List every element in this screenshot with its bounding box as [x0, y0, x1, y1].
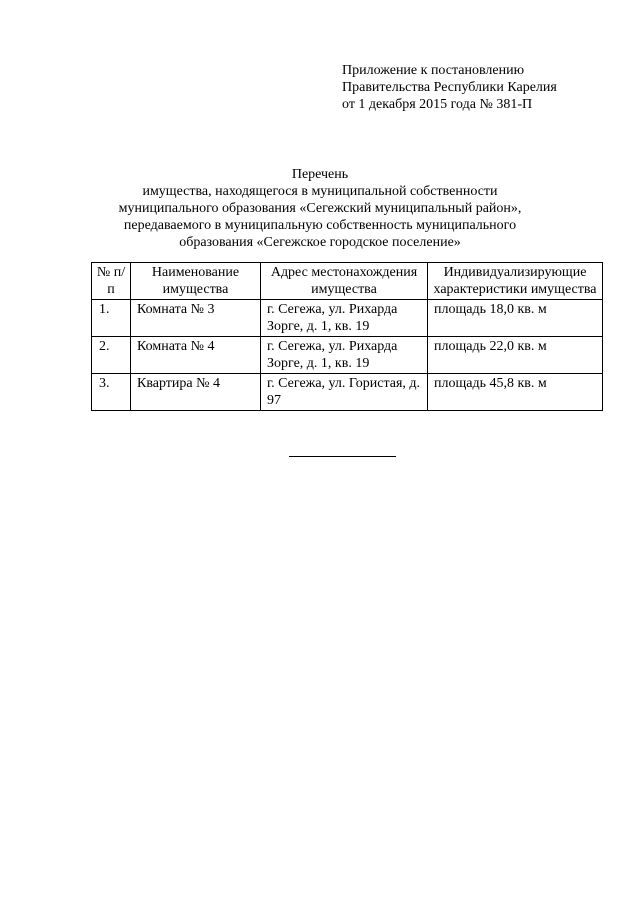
table-row — [92, 337, 603, 374]
header-name: Наименование имущества — [131, 263, 261, 300]
row-number: 2. — [92, 337, 131, 374]
appendix-line: от 1 декабря 2015 года № 381-П — [342, 97, 533, 112]
property-table — [91, 262, 603, 411]
row-name: Квартира № 4 — [131, 374, 261, 411]
table-header-row — [92, 263, 603, 300]
row-characteristics: площадь 18,0 кв. м — [428, 300, 603, 337]
table-row — [92, 374, 603, 411]
row-characteristics: площадь 22,0 кв. м — [428, 337, 603, 374]
closing-rule-divider — [289, 456, 396, 457]
row-name: Комната № 4 — [131, 337, 261, 374]
row-address: г. Сегежа, ул. Рихарда Зорге, д. 1, кв. 19 — [261, 337, 428, 374]
row-number: 1. — [92, 300, 131, 337]
title-line: Перечень — [291, 167, 349, 182]
row-name: Комната № 3 — [131, 300, 261, 337]
header-number: № п/п — [92, 263, 131, 300]
header-characteristics: Индивидуализирующие характеристики имущества — [428, 263, 603, 300]
table-row — [92, 300, 603, 337]
appendix-line: Приложение к постановлению — [342, 63, 525, 78]
document-title — [0, 166, 640, 251]
title-line: передаваемого в муниципальную собственность муниципального — [123, 218, 517, 233]
row-number: 3. — [92, 374, 131, 411]
row-address: г. Сегежа, ул. Рихарда Зорге, д. 1, кв. 19 — [261, 300, 428, 337]
row-characteristics: площадь 45,8 кв. м — [428, 374, 603, 411]
title-line: муниципального образования «Сегежский муниципальный район», — [118, 201, 522, 216]
appendix-line: Правительства Республики Карелия — [342, 80, 557, 95]
title-line: имущества, находящегося в муниципальной собственности — [142, 184, 498, 199]
row-address: г. Сегежа, ул. Гористая, д. 97 — [261, 374, 428, 411]
appendix-header — [342, 62, 557, 113]
header-address: Адрес местонахождения имущества — [261, 263, 428, 300]
title-line: образования «Сегежское городское поселение» — [179, 235, 461, 250]
